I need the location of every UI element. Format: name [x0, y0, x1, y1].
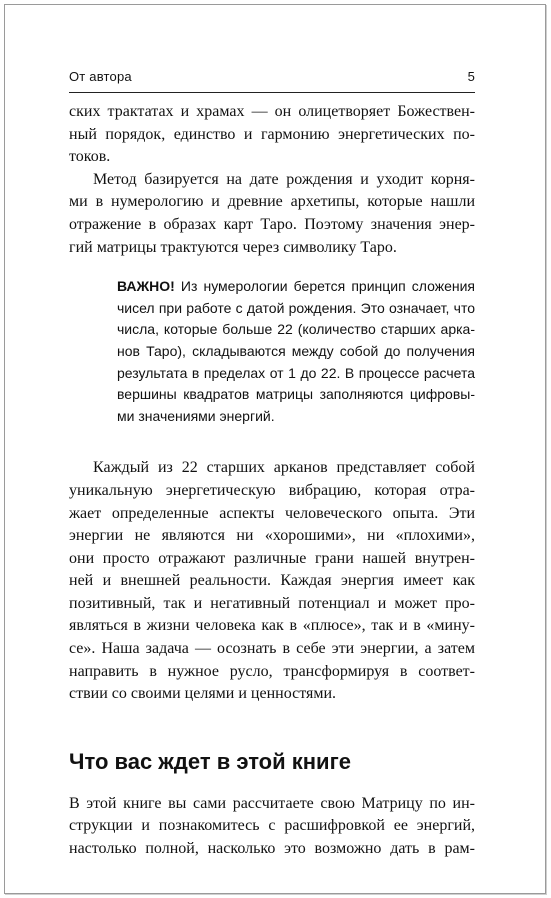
running-head-title: От автора: [69, 69, 132, 84]
book-page: [4, 4, 546, 894]
important-note: [117, 276, 475, 427]
text-line: энергии не являются ни «хорошими», ни «плохими»,: [69, 527, 475, 545]
text-line: они просто отражают различные грани нашей внутрен-: [69, 549, 475, 567]
note-line: нов Таро), складываются между собой до получения: [117, 342, 475, 359]
note-line: чисел при работе с датой рождения. Это означает, что: [117, 299, 475, 316]
text-line: жает определенные аспекты человеческого опыта. Эти: [69, 504, 475, 522]
note-first-line-text: Из нумерологии берется принцип сложения: [174, 278, 475, 295]
text-line: ный порядок, единство и гармонию энергетических по-: [69, 125, 475, 143]
note-line: результата в пределах от 1 до 22. В процессе расчета: [117, 364, 475, 381]
note-line: вершины квадратов матрицы заполняются цифровы-: [117, 386, 475, 403]
text-line: ских трактатах и храмах — он олицетворяет Божествен-: [69, 103, 475, 120]
text-line: являться в жизни человека как в «плюсе», так и в «мину-: [69, 617, 475, 635]
paragraph-4: [69, 793, 475, 861]
paragraph-2: [69, 169, 475, 259]
text-line: Метод базируется на дате рождения и уходит корня-: [93, 170, 475, 188]
header-rule: [69, 92, 475, 93]
text-line: струкции и познакомитесь с расшифровкой ее энергий,: [69, 817, 475, 835]
paragraph-1: [69, 101, 475, 169]
text-line: направить в нужное русло, трансформируя в соответ-: [69, 662, 475, 680]
section-heading: Что вас ждет в этой книге: [69, 748, 351, 774]
body-text: [69, 101, 475, 861]
text-line: ней и внешней реальности. Каждая энергия имеет как: [69, 572, 475, 590]
text-line: Каждый из 22 старших арканов представляет собой: [93, 459, 475, 477]
text-line: токов.: [69, 148, 111, 166]
text-line: позитивный, так и негативный потенциал и может про-: [69, 594, 475, 612]
text-line: настолько полной, насколько это возможно дать в рам-: [69, 840, 475, 858]
text-line: се». Наша задача — осознать в себе эти энергии, а затем: [69, 640, 475, 658]
text-line: гий матрицы трактуются через символику Таро.: [69, 238, 397, 256]
note-line: числа, которые больше 22 (количество старших арка-: [117, 321, 475, 338]
note-label: ВАЖНО!: [117, 278, 175, 295]
text-line: уникальную энергетическую вибрацию, которая отра-: [69, 481, 475, 499]
note-line: ми значениями энергий.: [117, 407, 275, 424]
page-number: 5: [467, 69, 475, 84]
text-line: ствии со своими целями и ценностями.: [69, 685, 337, 703]
running-head: [69, 69, 475, 89]
text-line: отражение в образах карт Таро. Поэтому значения энер-: [69, 215, 475, 233]
note-line: [117, 276, 475, 298]
text-line: ми в нумерологию и древние архетипы, которые нашли: [69, 193, 475, 211]
paragraph-3: [69, 457, 475, 706]
text-line: В этой книге вы сами рассчитаете свою Матрицу по ин-: [69, 794, 475, 812]
